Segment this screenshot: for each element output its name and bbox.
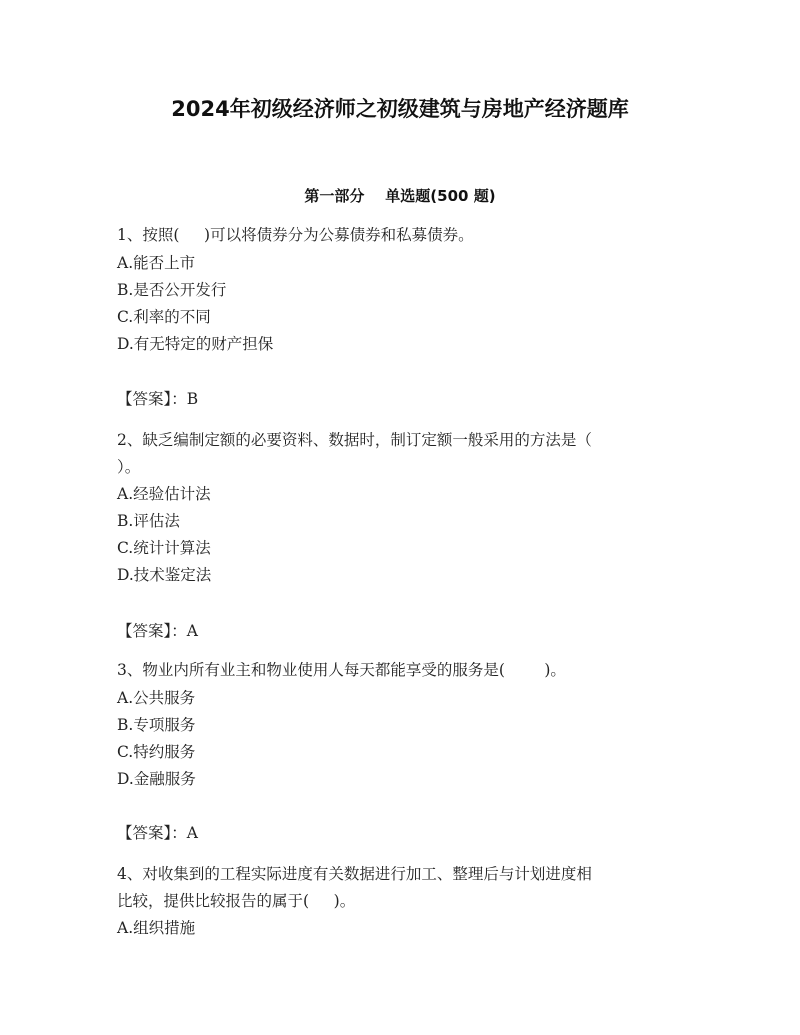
option-d: D.技术鉴定法 bbox=[117, 566, 212, 584]
option-b: B.是否公开发行 bbox=[117, 281, 227, 299]
option-b: B.评估法 bbox=[117, 512, 180, 530]
option-d: D.有无特定的财产担保 bbox=[117, 335, 274, 353]
question-stem-continued: 比较，提供比较报告的属于( )。 bbox=[117, 892, 356, 910]
option-c: C.特约服务 bbox=[117, 743, 196, 761]
question-stem: 2、缺乏编制定额的必要资料、数据时，制订定额一般采用的方法是（ bbox=[117, 431, 592, 449]
option-b: B.专项服务 bbox=[117, 716, 196, 734]
section-title: 第一部分 单选题(500 题) bbox=[304, 187, 496, 205]
option-c: C.统计计算法 bbox=[117, 539, 211, 557]
option-a: A.公共服务 bbox=[117, 689, 196, 707]
option-a: A.组织措施 bbox=[117, 919, 196, 937]
answer-line: 【答案】：A bbox=[117, 824, 198, 842]
option-c: C.利率的不同 bbox=[117, 308, 211, 326]
option-a: A.经验估计法 bbox=[117, 485, 211, 503]
option-d: D.金融服务 bbox=[117, 770, 196, 788]
question-stem: 1、按照( )可以将债券分为公募债券和私募债券。 bbox=[117, 226, 474, 244]
question-stem-continued: ）。 bbox=[117, 458, 141, 476]
question-stem: 3、物业内所有业主和物业使用人每天都能享受的服务是( )。 bbox=[117, 661, 566, 679]
document-title: 2024年初级经济师之初级建筑与房地产经济题库 bbox=[171, 97, 629, 121]
answer-line: 【答案】：A bbox=[117, 622, 198, 640]
option-a: A.能否上市 bbox=[117, 254, 196, 272]
question-stem: 4、对收集到的工程实际进度有关数据进行加工、整理后与计划进度相 bbox=[117, 865, 592, 883]
answer-line: 【答案】：B bbox=[117, 390, 199, 408]
